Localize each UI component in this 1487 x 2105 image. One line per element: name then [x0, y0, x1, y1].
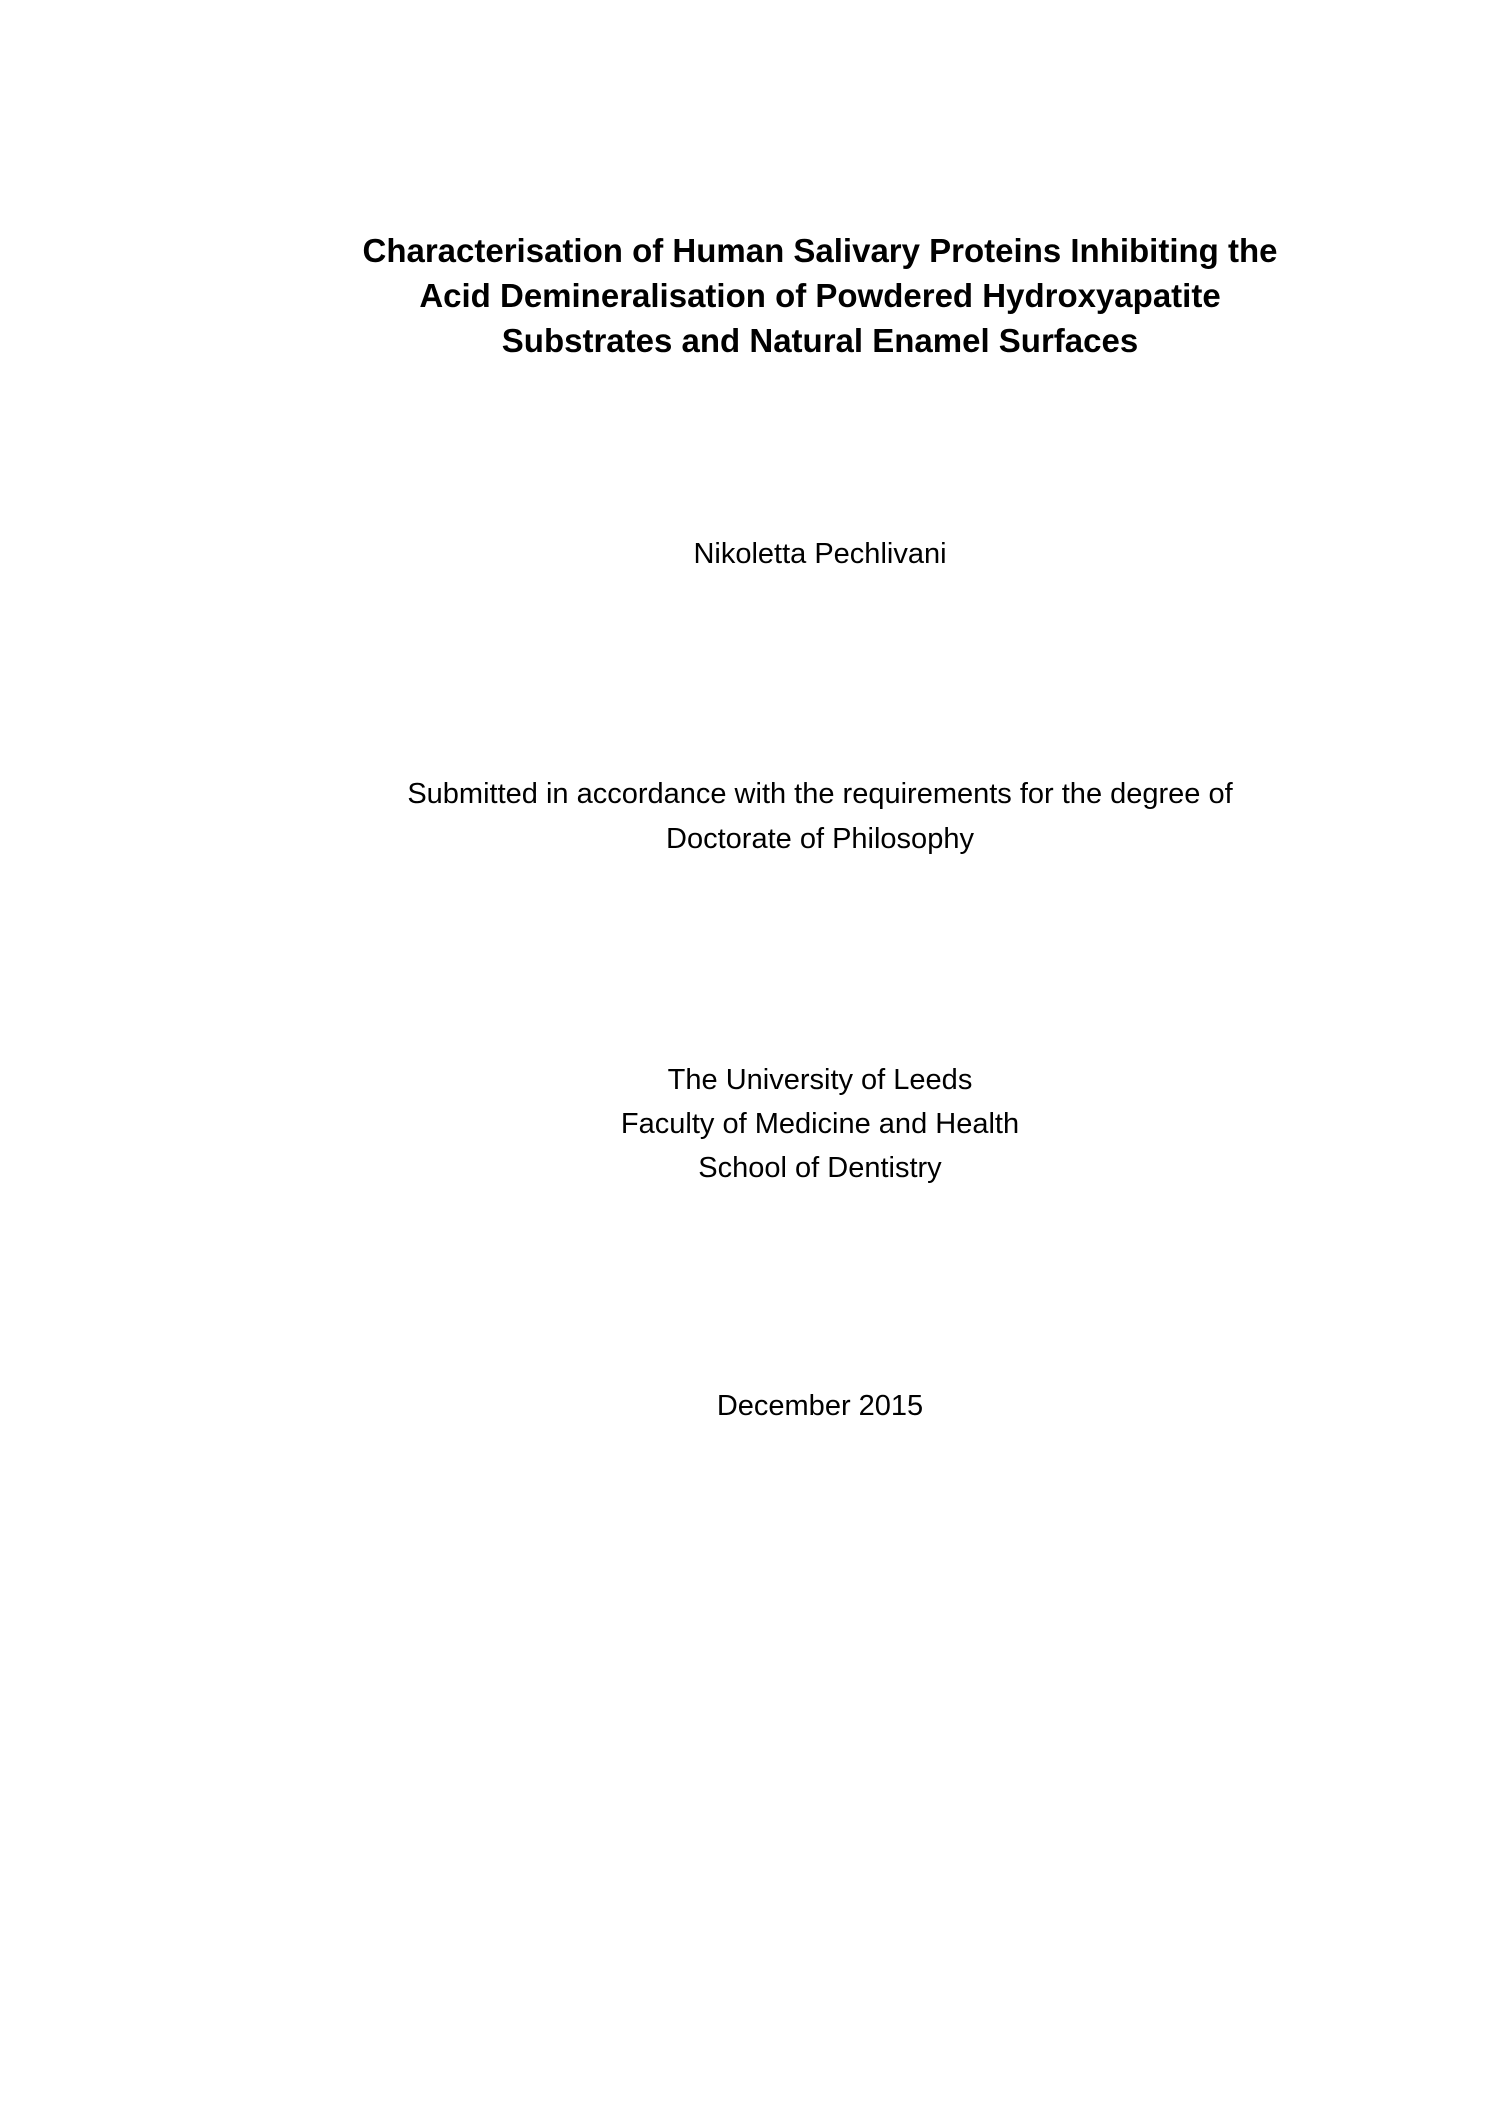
author-name: Nikoletta Pechlivani	[693, 538, 947, 570]
school-name: School of Dentistry	[698, 1152, 942, 1184]
submission-line-1: Submitted in accordance with the requirements for the degree of	[407, 778, 1233, 810]
submission-line-2: Doctorate of Philosophy	[666, 823, 974, 855]
university-name: The University of Leeds	[667, 1064, 973, 1096]
submission-date: December 2015	[716, 1390, 924, 1422]
institution	[310, 1058, 1330, 1190]
title-line-3: Substrates and Natural Enamel Surfaces	[501, 322, 1139, 359]
submission-statement	[310, 772, 1330, 862]
title-line-1: Characterisation of Human Salivary Proteins Inhibiting the	[362, 232, 1278, 269]
faculty-name: Faculty of Medicine and Health	[620, 1108, 1020, 1140]
thesis-title	[310, 228, 1330, 363]
title-line-2: Acid Demineralisation of Powdered Hydroxyapatite	[419, 277, 1221, 314]
